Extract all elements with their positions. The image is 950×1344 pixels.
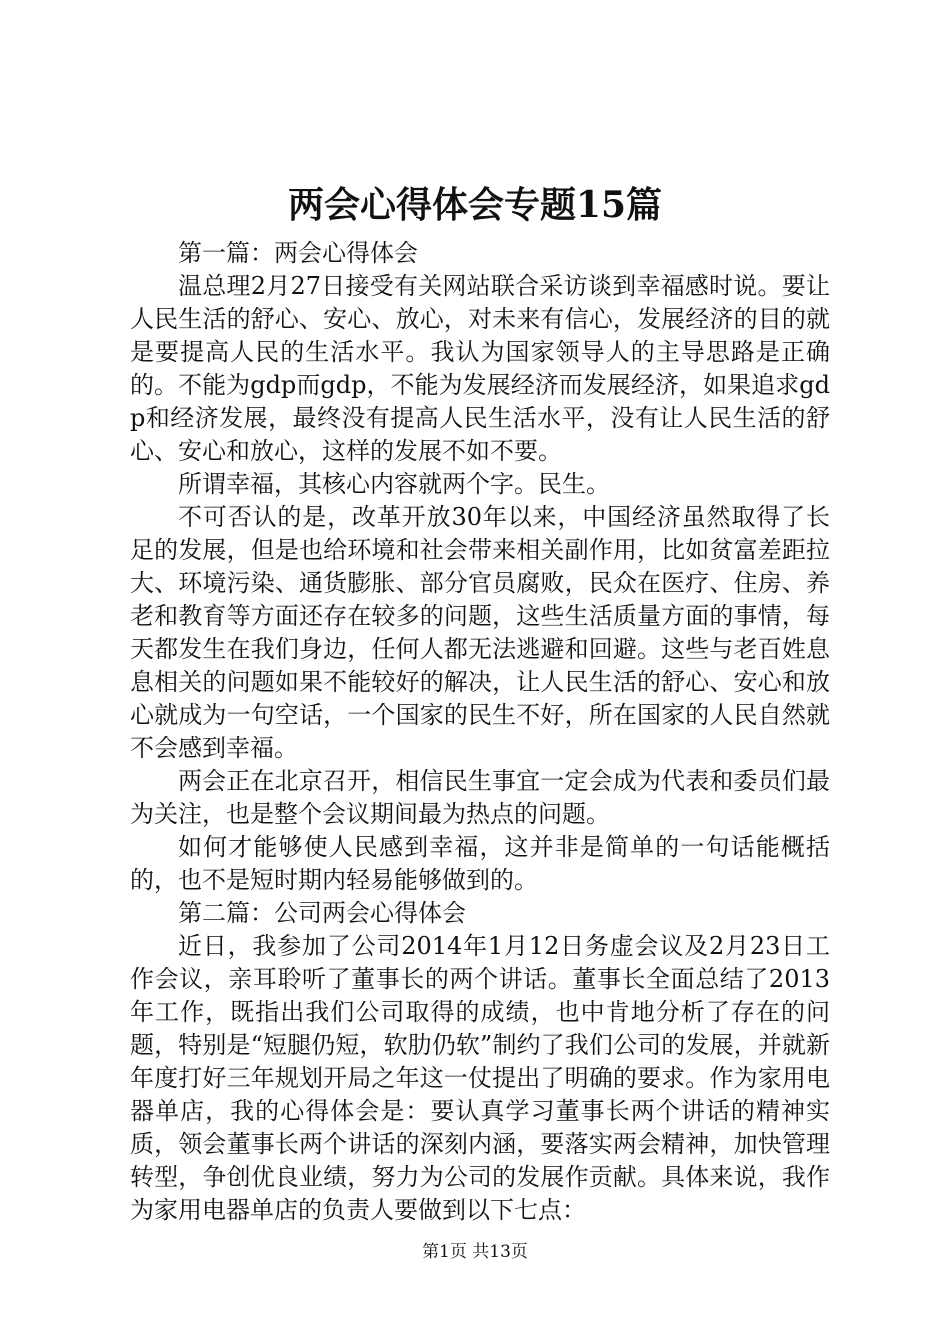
document-body <box>130 237 830 1227</box>
paragraph-4: 两会正在北京召开，相信民生事宜一定会成为代表和委员们最为关注，也是整个会议期间最为热点的问题。 <box>130 767 830 828</box>
paragraph-3: 不可否认的是，改革开放30年以来，中国经济虽然取得了长足的发展，但是也给环境和社会带来相关副作用，比如贫富差距拉大、环境污染、通货膨胀、部分官员腐败，民众在医疗、住房、养老和教育等方面还存在较多的问题，这些生活质量方面的事情，每天都发生在我们身边，任何人都无法逃避和回避。这些与老百姓息息相关的问题如果不能较好的解决，让人民生活的舒心、安心和放心就成为一句空话，一个国家的民生不好，所在国家的人民自然就不会感到幸福。 <box>130 503 830 762</box>
paragraph-6: 近日，我参加了公司2014年1月12日务虚会议及2月23日工作会议，亲耳聆听了董事长的两个讲话。董事长全面总结了2013年工作，既指出我们公司取得的成绩，也中肯地分析了存在的问题，特别是“短腿仍短，软肋仍软”制约了我们公司的发展，并就新年度打好三年规划开局之年这一仗提出了明确的要求。作为家用电器单店，我的心得体会是：要认真学习董事长两个讲话的精神实质，领会董事长两个讲话的深刻内涵，要落实两会精神，加快管理转型，争创优良业绩，努力为公司的发展作贡献。具体来说，我作为家用电器单店的负责人要做到以下七点： <box>130 932 830 1224</box>
paragraph-2: 所谓幸福，其核心内容就两个字。民生。 <box>178 470 610 498</box>
paragraph-5: 如何才能够使人民感到幸福，这并非是简单的一句话能概括的，也不是短时期内轻易能够做到的。 <box>130 833 830 894</box>
document-title: 两会心得体会专题15篇 <box>287 184 663 226</box>
page-footer: 第1页 共13页 <box>422 1242 528 1262</box>
paragraph-1: 温总理2月27日接受有关网站联合采访谈到幸福感时说。要让人民生活的舒心、安心、放心，对未来有信心，发展经济的目的就是要提高人民的生活水平。我认为国家领导人的主导思路是正确的。不能为gdp而gdp，不能为发展经济而发展经济，如果追求gdp和经济发展，最终没有提高人民生活水平，没有让人民生活的舒心、安心和放心，这样的发展不如不要。 <box>130 272 830 465</box>
section-heading-1: 第一篇：两会心得体会 <box>178 239 418 267</box>
section-heading-2: 第二篇：公司两会心得体会 <box>178 899 466 927</box>
